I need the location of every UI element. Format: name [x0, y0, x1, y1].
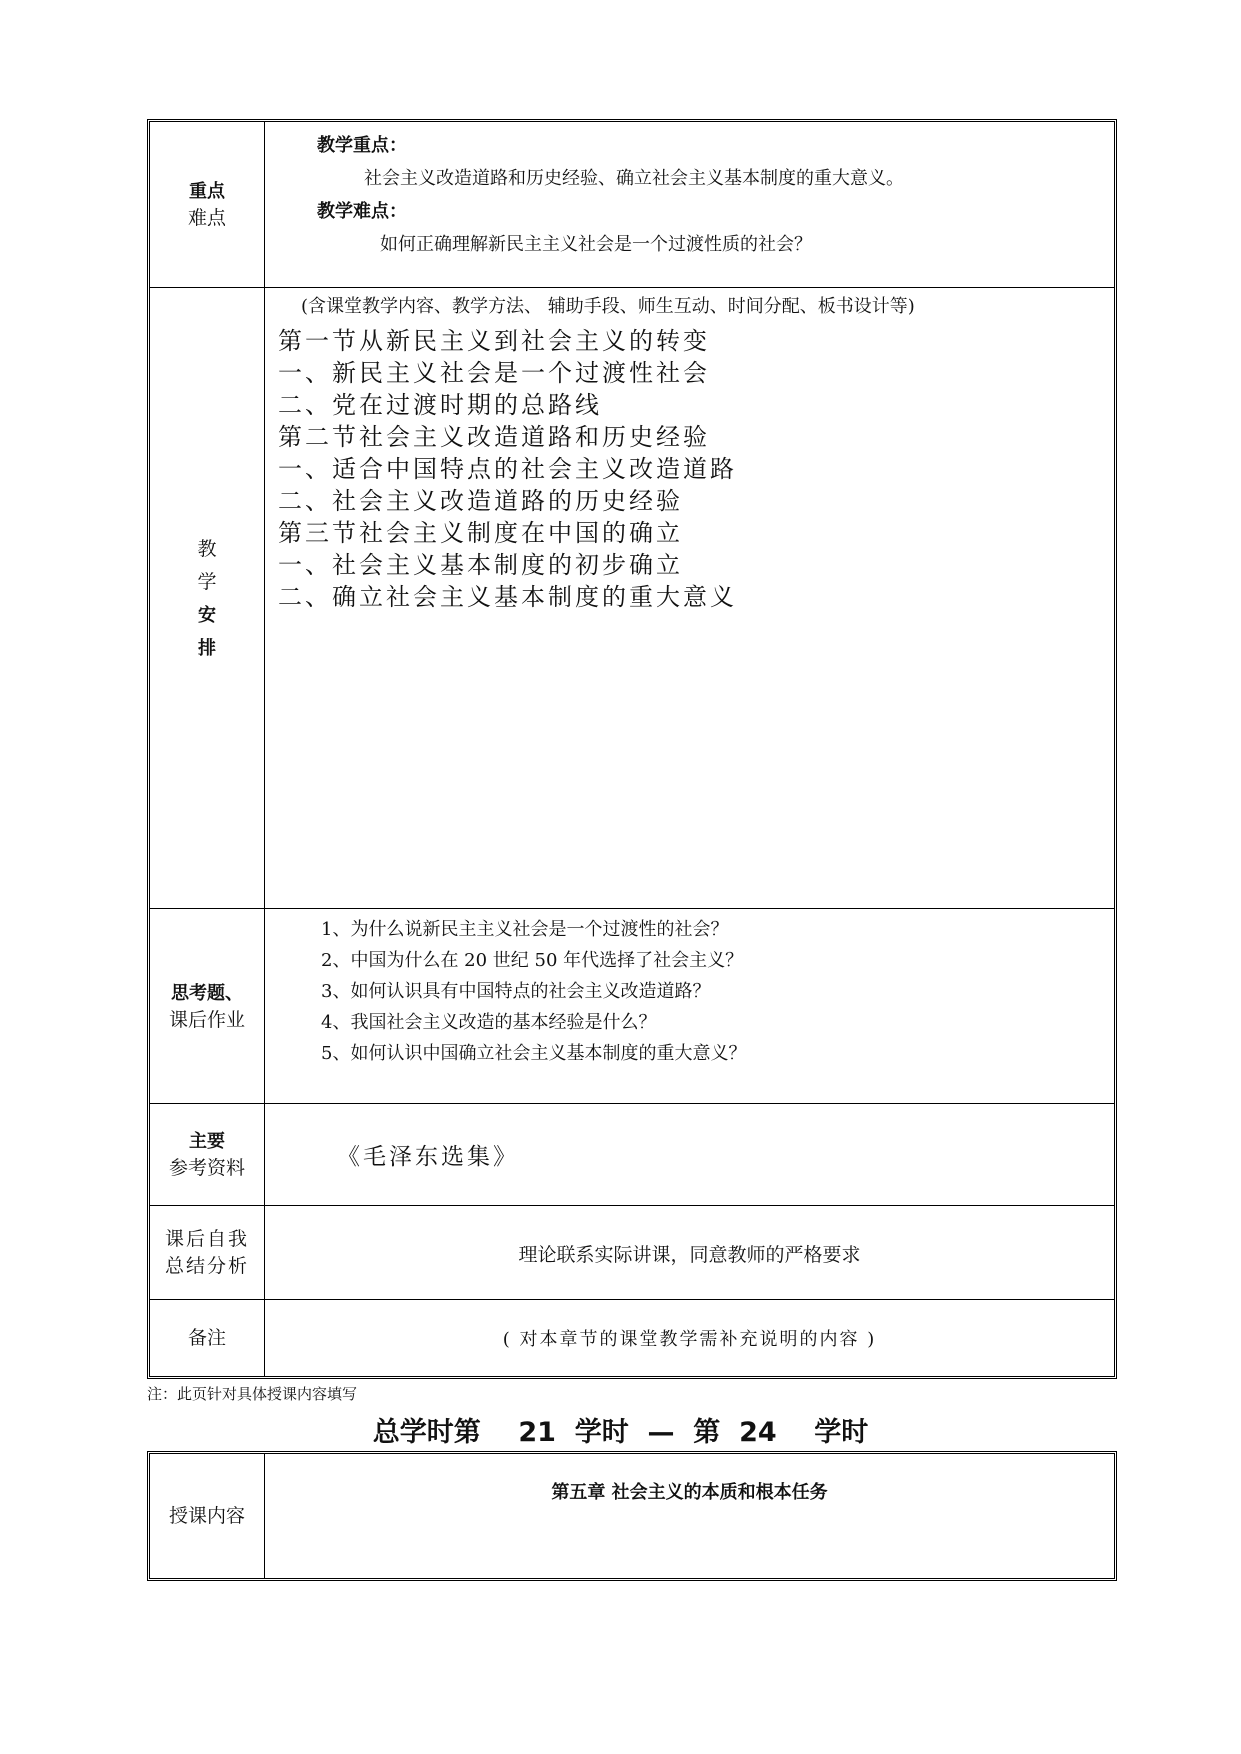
arrangement-note: (含课堂教学内容、教学方法、 辅助手段、师生互动、时间分配、板书设计等)	[301, 296, 915, 317]
outline-line: 二、社会主义改造道路的历史经验	[278, 487, 683, 515]
outline-line: 第一节从新民主义到社会主义的转变	[278, 327, 710, 355]
remarks-text: ( 对本章节的课堂教学需补充说明的内容 )	[502, 1329, 877, 1350]
row-content-homework	[265, 909, 1114, 1104]
row-label-references	[150, 1104, 265, 1206]
row-lesson-content	[150, 1454, 1114, 1578]
question-item: 1、为什么说新民主主义社会是一个过渡性的社会？	[321, 919, 729, 940]
row-references	[150, 1103, 1114, 1206]
row-label-remarks	[150, 1300, 265, 1376]
hours-heading: 总学时第 21 学时 — 第 24 学时	[372, 1417, 869, 1448]
footnote: 注：此页针对具体授课内容填写	[147, 1385, 358, 1403]
reference-text: 《毛泽东选集》	[337, 1144, 519, 1170]
row-label-homework	[150, 909, 265, 1104]
label-main: 主要	[189, 1131, 225, 1152]
label-lesson-content: 授课内容	[168, 1504, 245, 1527]
question-item: 3、如何认识具有中国特点的社会主义改造道路？	[321, 981, 711, 1002]
row-content-arrangement	[265, 288, 1114, 909]
next-lesson-table	[147, 1451, 1117, 1581]
question-item: 5、如何认识中国确立社会主义基本制度的重大意义？	[321, 1043, 747, 1064]
label-key: 重点	[189, 180, 225, 202]
outline-line: 一、适合中国特点的社会主义改造道路	[278, 455, 737, 483]
label-homework: 课后作业	[168, 1008, 245, 1031]
row-remarks	[150, 1299, 1114, 1376]
label-thinking: 思考题、	[171, 982, 243, 1004]
row-content-references	[265, 1104, 1114, 1206]
row-teaching-arrangement	[150, 287, 1114, 909]
label-difficult: 难点	[187, 206, 226, 229]
outline-line: 第二节社会主义改造道路和历史经验	[278, 423, 710, 451]
outline-line: 一、新民主义社会是一个过渡性社会	[278, 359, 710, 387]
focus-text: 社会主义改造道路和历史经验、确立社会主义基本制度的重大意义。	[364, 168, 904, 189]
row-homework	[150, 908, 1114, 1104]
label-char: 排	[198, 637, 216, 659]
row-content-self-review	[265, 1206, 1114, 1300]
lesson-plan-table	[147, 119, 1117, 1379]
outline-line: 二、确立社会主义基本制度的重大意义	[278, 583, 737, 611]
label-char: 教	[197, 537, 217, 560]
outline-line: 一、社会主义基本制度的初步确立	[278, 551, 683, 579]
row-content-key-points	[265, 122, 1114, 287]
label-self-review-1: 课后自我	[164, 1228, 249, 1250]
self-review-text: 理论联系实际讲课，同意教师的严格要求	[518, 1243, 861, 1266]
row-content-lesson-content	[265, 1454, 1114, 1578]
label-references: 参考资料	[168, 1157, 245, 1179]
label-char: 安	[198, 604, 216, 626]
row-label-key-points	[150, 122, 265, 287]
row-content-remarks	[265, 1300, 1114, 1376]
difficulty-heading: 教学难点：	[317, 201, 407, 222]
focus-heading: 教学重点：	[317, 135, 407, 156]
row-key-points	[150, 122, 1114, 287]
row-label-self-review	[150, 1206, 265, 1300]
row-label-lesson-content	[150, 1454, 265, 1578]
row-label-arrangement	[150, 288, 265, 909]
label-self-review-2: 总结分析	[164, 1255, 249, 1277]
label-char: 学	[197, 570, 217, 593]
label-remarks: 备注	[187, 1326, 226, 1349]
chapter-title: 第五章 社会主义的本质和根本任务	[551, 1482, 828, 1503]
outline-line: 第三节社会主义制度在中国的确立	[278, 519, 683, 547]
question-item: 4、我国社会主义改造的基本经验是什么？	[321, 1012, 657, 1033]
outline-line: 二、党在过渡时期的总路线	[278, 391, 602, 419]
question-item: 2、中国为什么在 20 世纪 50 年代选择了社会主义？	[321, 950, 744, 971]
row-self-review	[150, 1205, 1114, 1300]
difficulty-text: 如何正确理解新民主主义社会是一个过渡性质的社会？	[380, 234, 812, 255]
